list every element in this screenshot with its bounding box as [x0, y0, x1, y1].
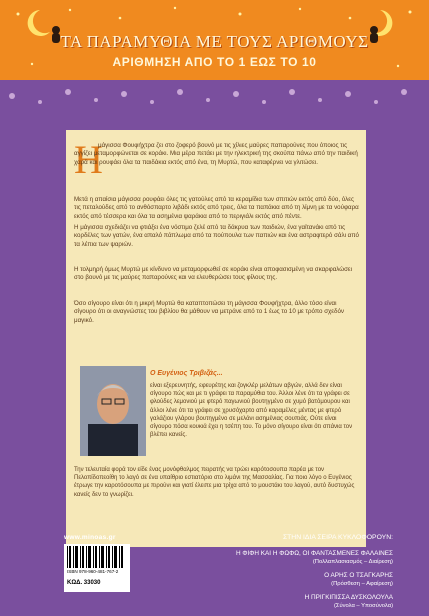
series-book-topic: (Πολλαπλασιασμός – Διαίρεση) — [312, 559, 393, 565]
series-book-topic: (Πρόσθεση – Αφαίρεση) — [331, 581, 393, 587]
story-paragraph: Μετά η απαίσια μάγισσα ρουφάει όλες τις γατούλες από τα κεραμίδια των σπιτιών εκτός από δύο, όλες τις πεταλούδες από το ανθόσπαρτο λιβάδι εκτός από τρεις, όλα τα παπάκια από τη λίμνη με τα νούφαρα εκτός από τέσσερα και όλα τα ασημένια ψαράκια από το περιγιάλι εκτός από πέντε. — [74, 196, 359, 220]
series-book-title: Η ΦΙΦΗ ΚΑΙ Η ΦΩΦΩ, ΟΙ ΦΑΝΤΑΣΜΕΝΕΣ ΦΑΛΑΙΝΕΣ — [236, 550, 393, 557]
author-bio-continued: Την τελευταία φορά τον είδε ένας μονόφθαλμος πειρατής να τρώει καρότοσουπα παρέα με τον Πελοπίδοπεοίθη το λαγό σε ένα υπαίθριο εστιατόριο στο λιμάνι της Μασσαλίας. Για ποιο λόγο ο Ευγένιος έτρωγε την καροτόσουπα με πιρούνι και γιατί έλειπε μια τρίχα από το μουστάκι του λαγού, αυτό δυστυχώς κανείς δεν το γνωρίζει. — [74, 467, 355, 498]
isbn: ISBN 978-960-481-767-2 — [67, 569, 119, 574]
story-paragraph: Η τολμηρή όμως Μυρτώ με κίνδυνο να μεταμορφωθεί σε κοράκι είναι αποφασισμένη να σκαρφαλώσει στο βουνό με τις μαύρες παπαρούνες και να ελευθερώσει τους φίλους της. — [74, 266, 353, 282]
header-banner — [0, 0, 429, 80]
series-book-title: Η ΠΡΙΓΚΙΠΙΣΣΑ ΔΥΣΚΟΛΟΥΛΑ — [304, 594, 393, 601]
author-name: Ο Ευγένιος Τριβιζάς... — [150, 370, 223, 377]
series-book-topic: (Σύνολα – Υποσύνολα) — [333, 603, 393, 609]
author-photo — [80, 366, 146, 456]
page-subtitle: ΑΡΙΘΜΗΣΗ ΑΠΟ ΤΟ 1 ΕΩΣ ΤΟ 10 — [112, 55, 317, 69]
author-bio: είναι εξερευνητής, εφευρέτης και ζογκλέρ μελάτων αβγών, αλλά δεν είναι σίγουρο πώς και με τι γράφει τα παραμύθια του. Άλλοι λένε ότι τα γράφει σε φλούδες λεμονιού με φτερό παγωνιού βουτηγμένο σε χυμό βατόμουρου και άλλοι λένε ότι τα γράφει σε χρυσόχαρτο από καραμέλες μέντας με φτερό γαλάζιου γλάρου βουτηγμένο σε μελάνι ασημένιας σουπιάς. Ούτε είναι σίγουρο πόσα κουκιά έχει η τσέπη του. Το μόνο σίγουρο είναι ότι σπάνια τον βλέπει κανείς. — [150, 383, 353, 439]
product-code: ΚΩΔ. 33030 — [67, 580, 101, 586]
dot-border — [0, 80, 429, 114]
barcode-icon — [64, 546, 130, 570]
story-paragraph: Όσο σίγουρο είναι ότι η μικρή Μυρτώ θα καταπτοπώσει τη μάγισσα Φουφήχτρα, άλλο τόσο είναι σίγουρο ότι οι αναγνώστες του βιβλίου θα μάθουν να μετράνε από το 1 έως το 10 με τρόπο σχεδόν μαγικό. — [74, 300, 344, 324]
barcode — [64, 544, 130, 592]
publisher-url: www.minoas.gr — [64, 534, 116, 541]
series-book-title: Ο ΑΡΗΣ Ο ΤΣΑΓΚΑΡΗΣ — [324, 572, 393, 579]
page-title: ΤΑ ΠΑΡΑΜΥΘΙΑ ΜΕ ΤΟΥΣ ΑΡΙΘΜΟΥΣ — [60, 32, 369, 51]
drop-cap: Η — [74, 137, 103, 182]
series-list — [173, 534, 393, 616]
story-paragraph: μάγισσα Φουφήχτρα ζει στο ζοφερό βουνό με τις χίλιες μαύρες παπαρούνες που όποιος τις αγγίζει μεταμορφώνεται σε κοράκι. Μια μέρα πετάει με την ηλεκτρική της σκούπα πάνω από την παιδική χαρά και ρουφάει όλα τα παιδάκια εκτός από ένα, τη Μυρτώ, που καταφέρνει να γλιτώσει. — [74, 142, 358, 166]
series-heading: ΣΤΗΝ ΙΔΙΑ ΣΕΙΡΑ ΚΥΚΛΟΦΟΡΟΥΝ: — [282, 534, 393, 541]
story-paragraph: Η μάγισσα σχεδιάζει να φτιάξει ένα νόστιμο ζελέ από τα δάκρυα των παιδιών, ένα γαϊτανάκι από τις κορδέλες των γατών, ένα απαλό πάπλωμα από τα πούπουλα των παπιών και ένα αστραφτερό σάλι από τα λέπια των ψαριών. — [74, 224, 359, 248]
